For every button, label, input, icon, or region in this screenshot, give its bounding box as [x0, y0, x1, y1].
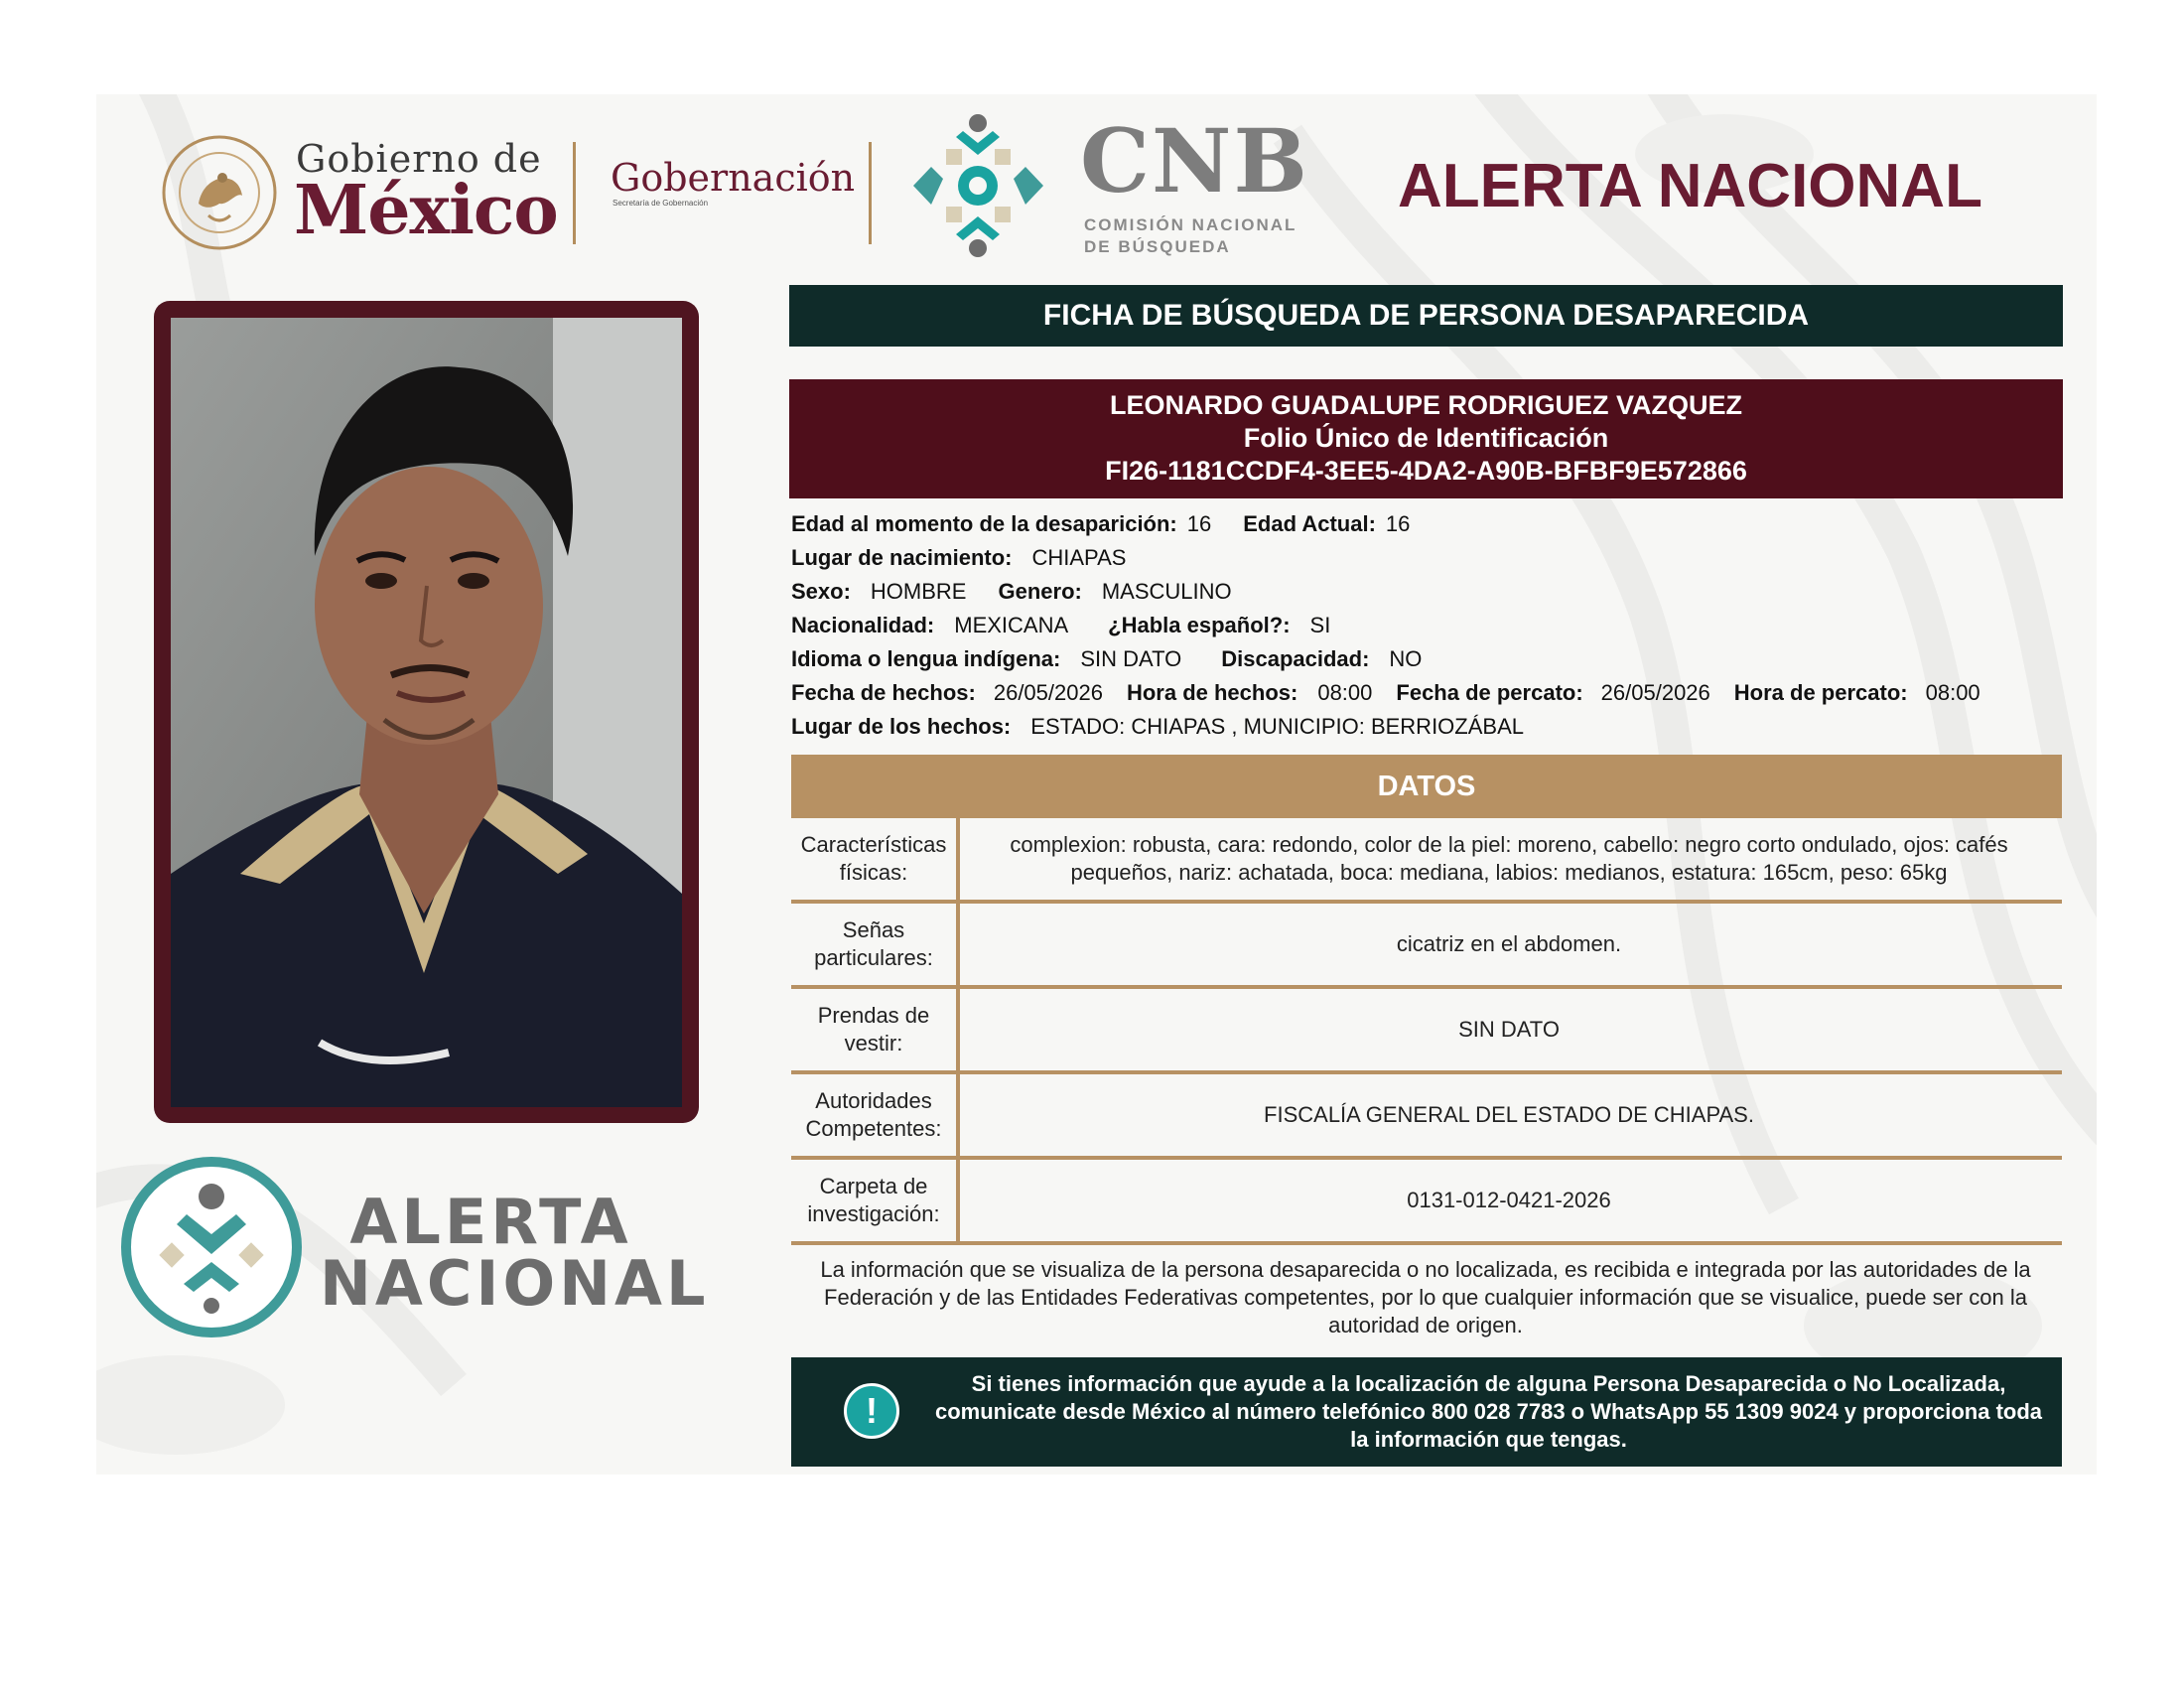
- coat-of-arms-seal: [159, 134, 280, 251]
- discapacidad-label: Discapacidad:: [1221, 646, 1370, 671]
- info-line-lugar-hechos: [791, 714, 1524, 740]
- gobierno-line1: Gobierno de: [296, 137, 542, 181]
- info-line-fechas: [791, 680, 1980, 706]
- datos-row-value: 0131-012-0421-2026: [1407, 1188, 1611, 1212]
- genero-value: MASCULINO: [1101, 579, 1232, 604]
- header-divider: [869, 142, 872, 244]
- alerta-nacional-title: ALERTA NACIONAL: [1398, 152, 1982, 220]
- sexo-label: Sexo:: [791, 579, 851, 604]
- datos-row-label: Autoridades Competentes:: [791, 1074, 960, 1156]
- datos-row-label: Señas particulares:: [791, 904, 960, 985]
- contact-text: Si tienes información que ayude a la localización de alguna Persona Desaparecida o No Localizada, comunicate desde México al número telefónico 800 028 7783 o WhatsApp 55 1309 9024 y proporciona toda la información que tengas.: [934, 1371, 2043, 1452]
- gobernacion-subtitle: Secretaría de Gobernación: [613, 199, 709, 208]
- info-line-edad: [791, 511, 1410, 537]
- cnb-subtitle: [1084, 214, 1297, 258]
- folio-label: Folio Único de Identificación: [1243, 423, 1609, 453]
- header-divider: [573, 142, 576, 244]
- datos-row-label: Prendas de vestir:: [791, 989, 960, 1070]
- hora-percato-label: Hora de percato:: [1733, 680, 1908, 705]
- fecha-percato-value: 26/05/2026: [1600, 680, 1710, 705]
- ficha-title-bar: FICHA DE BÚSQUEDA DE PERSONA DESAPARECIDA: [789, 285, 2063, 347]
- genero-label: Genero:: [998, 579, 1082, 604]
- person-photo: [171, 318, 682, 1107]
- datos-row: [791, 1160, 2062, 1245]
- datos-row-value: FISCALÍA GENERAL DEL ESTADO DE CHIAPAS.: [1264, 1102, 1754, 1127]
- fecha-hechos-value: 26/05/2026: [993, 680, 1103, 705]
- nacionalidad-label: Nacionalidad:: [791, 613, 935, 637]
- cnb-subtitle-line2: DE BÚSQUEDA: [1084, 237, 1231, 256]
- datos-row: [791, 1074, 2062, 1160]
- cnb-logo-icon: [901, 107, 1055, 264]
- info-line-sexo: [791, 579, 1232, 605]
- info-line-nacimiento: [791, 545, 1126, 571]
- cnb-subtitle-line1: COMISIÓN NACIONAL: [1084, 215, 1297, 234]
- lugar-hechos-label: Lugar de los hechos:: [791, 714, 1012, 739]
- datos-header: DATOS: [791, 755, 2062, 818]
- datos-row: [791, 904, 2062, 989]
- hora-hechos-label: Hora de hechos:: [1126, 680, 1298, 705]
- datos-row-label: Características físicas:: [791, 818, 960, 900]
- edad-actual-label: Edad Actual:: [1243, 511, 1376, 536]
- edad-actual-value: 16: [1385, 511, 1411, 536]
- idioma-label: Idioma o lengua indígena:: [791, 646, 1061, 671]
- cnb-title: CNB: [1080, 109, 1309, 212]
- folio-number: FI26-1181CCDF4-3EE5-4DA2-A90B-BFBF9E572866: [1105, 456, 1747, 486]
- logo-text-line1: ALERTA: [349, 1186, 632, 1258]
- alerta-nacional-logo-text: [320, 1186, 710, 1320]
- person-name-bar: [789, 379, 2063, 498]
- photo-frame: [154, 301, 699, 1123]
- habla-espanol-label: ¿Habla español?:: [1108, 613, 1291, 637]
- info-line-idioma: [791, 646, 1422, 672]
- datos-row-value: complexion: robusta, cara: redondo, color de la piel: moreno, cabello: negro corto ondulado, ojos: cafés pequeños, nariz: achatada, boca: mediana, labios: medianos, estatura: 165cm, peso: 65kg: [1010, 832, 2008, 885]
- exclamation-icon: !: [844, 1383, 899, 1439]
- discapacidad-value: NO: [1389, 646, 1423, 671]
- sexo-value: HOMBRE: [870, 579, 967, 604]
- gobierno-line2: México: [294, 171, 558, 250]
- lugar-hechos-value: ESTADO: CHIAPAS , MUNICIPIO: BERRIOZÁBAL: [1030, 714, 1524, 739]
- fecha-hechos-label: Fecha de hechos:: [791, 680, 976, 705]
- person-name: LEONARDO GUADALUPE RODRIGUEZ VAZQUEZ: [1109, 390, 1742, 420]
- hora-hechos-value: 08:00: [1317, 680, 1373, 705]
- datos-row: [791, 989, 2062, 1074]
- edad-desaparicion-label: Edad al momento de la desaparición:: [791, 511, 1177, 536]
- datos-row: [791, 818, 2062, 904]
- idioma-value: SIN DATO: [1080, 646, 1182, 671]
- datos-row-value: SIN DATO: [1458, 1017, 1560, 1042]
- info-line-nacionalidad: [791, 613, 1330, 638]
- datos-row-label: Carpeta de investigación:: [791, 1160, 960, 1241]
- fecha-percato-label: Fecha de percato:: [1396, 680, 1583, 705]
- edad-desaparicion-value: 16: [1186, 511, 1212, 536]
- lugar-nacimiento-value: CHIAPAS: [1031, 545, 1127, 570]
- logo-text-line2: NACIONAL: [320, 1247, 710, 1320]
- habla-espanol-value: SI: [1309, 613, 1331, 637]
- datos-row-value: cicatriz en el abdomen.: [1396, 931, 1622, 956]
- gobernacion-label: Gobernación: [611, 156, 856, 200]
- contact-banner: [791, 1357, 2062, 1467]
- hora-percato-value: 08:00: [1925, 680, 1980, 705]
- lugar-nacimiento-label: Lugar de nacimiento:: [791, 545, 1013, 570]
- disclaimer-text: La información que se visualiza de la persona desaparecida o no localizada, es recibida e integrada por las autoridades de la Federación y de las Entidades Federativas competentes, por lo que cualquier información que se visualice, puede ser con la autoridad de origen.: [820, 1257, 2031, 1337]
- alerta-nacional-logo-icon: [119, 1155, 304, 1339]
- nacionalidad-value: MEXICANA: [954, 613, 1069, 637]
